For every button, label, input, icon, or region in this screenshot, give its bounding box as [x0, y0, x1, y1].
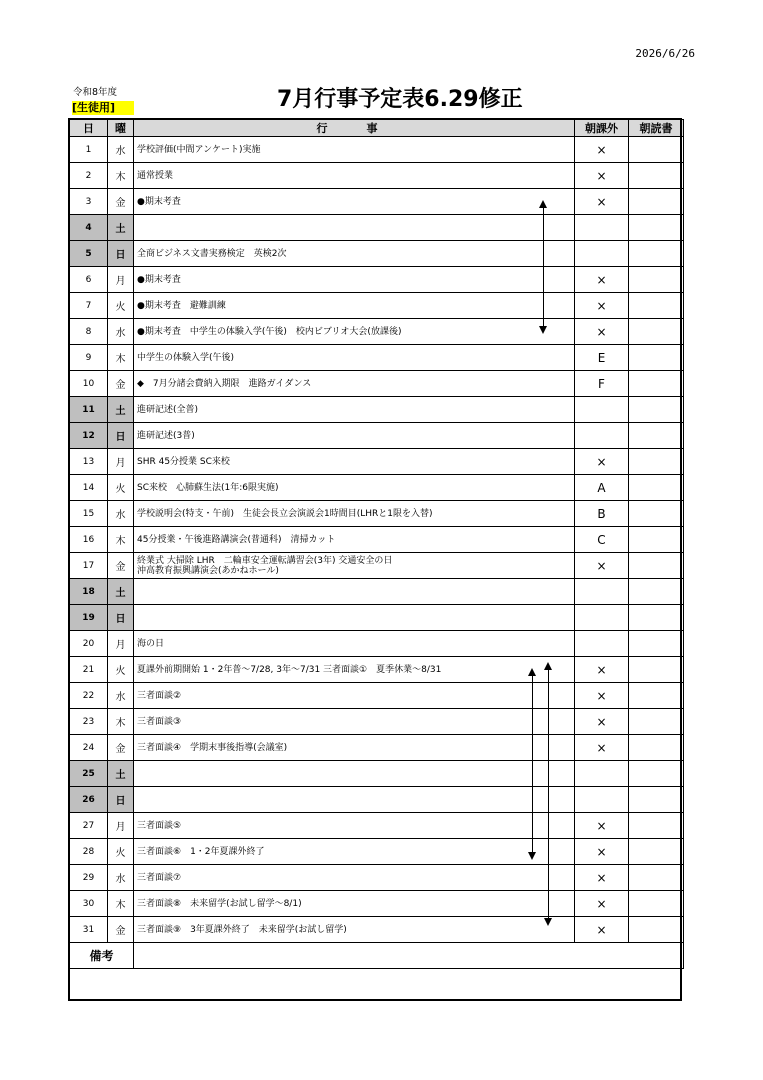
remarks-cell	[134, 943, 684, 969]
table-row	[70, 683, 684, 709]
weekday-cell: 水	[108, 865, 134, 891]
header-event: 行 事	[134, 120, 575, 137]
morning-reading-cell	[629, 319, 684, 345]
weekday-cell: 月	[108, 631, 134, 657]
weekday-cell: 火	[108, 839, 134, 865]
event-cell: 三者面談⑥ 1・2年夏課外終了	[134, 839, 575, 865]
morning-extra-cell: F	[575, 371, 629, 397]
weekday-cell: 木	[108, 527, 134, 553]
header-morning-reading: 朝読書	[629, 120, 684, 137]
morning-extra-cell: ×	[575, 891, 629, 917]
weekday-cell: 日	[108, 423, 134, 449]
table-row	[70, 501, 684, 527]
morning-reading-cell	[629, 631, 684, 657]
weekday-cell: 金	[108, 735, 134, 761]
table-row	[70, 917, 684, 943]
table-row	[70, 579, 684, 605]
schedule-table	[69, 119, 684, 969]
table-row	[70, 423, 684, 449]
morning-extra-cell: B	[575, 501, 629, 527]
table-row	[70, 475, 684, 501]
table-row	[70, 709, 684, 735]
day-cell: 24	[70, 735, 108, 761]
weekday-cell: 金	[108, 189, 134, 215]
table-row	[70, 449, 684, 475]
day-cell: 16	[70, 527, 108, 553]
weekday-cell: 火	[108, 657, 134, 683]
morning-reading-cell	[629, 163, 684, 189]
event-cell: 三者面談②	[134, 683, 575, 709]
weekday-cell: 水	[108, 501, 134, 527]
morning-reading-cell	[629, 761, 684, 787]
weekday-cell: 土	[108, 579, 134, 605]
morning-extra-cell: ×	[575, 657, 629, 683]
day-cell: 6	[70, 267, 108, 293]
weekday-cell: 月	[108, 267, 134, 293]
morning-reading-cell	[629, 267, 684, 293]
table-row	[70, 631, 684, 657]
day-cell: 14	[70, 475, 108, 501]
event-cell	[134, 215, 575, 241]
exam-period-arrow	[543, 206, 544, 328]
event-cell: ●期末考査 中学生の体験入学(午後) 校内ビブリオ大会(放課後)	[134, 319, 575, 345]
day-cell: 1	[70, 137, 108, 163]
morning-reading-cell	[629, 345, 684, 371]
weekday-cell: 月	[108, 813, 134, 839]
event-cell: 通常授業	[134, 163, 575, 189]
weekday-cell: 土	[108, 397, 134, 423]
morning-extra-cell: ×	[575, 319, 629, 345]
header-day: 日	[70, 120, 108, 137]
event-cell: ●期末考査	[134, 267, 575, 293]
morning-extra-cell: ×	[575, 839, 629, 865]
day-cell: 27	[70, 813, 108, 839]
morning-extra-cell: ×	[575, 683, 629, 709]
event-cell: ●期末考査	[134, 189, 575, 215]
day-cell: 5	[70, 241, 108, 267]
morning-extra-cell: A	[575, 475, 629, 501]
event-cell: 進研記述(3普)	[134, 423, 575, 449]
weekday-cell: 水	[108, 319, 134, 345]
event-cell: 三者面談⑤	[134, 813, 575, 839]
morning-extra-cell: ×	[575, 813, 629, 839]
day-cell: 11	[70, 397, 108, 423]
event-cell: 三者面談③	[134, 709, 575, 735]
day-cell: 25	[70, 761, 108, 787]
morning-reading-cell	[629, 917, 684, 943]
morning-reading-cell	[629, 605, 684, 631]
day-cell: 29	[70, 865, 108, 891]
event-cell: SHR 45分授業 SC来校	[134, 449, 575, 475]
morning-extra-cell: E	[575, 345, 629, 371]
morning-extra-cell: ×	[575, 293, 629, 319]
event-cell	[134, 605, 575, 631]
table-row	[70, 527, 684, 553]
morning-reading-cell	[629, 683, 684, 709]
header-morning-extra: 朝課外	[575, 120, 629, 137]
table-row	[70, 293, 684, 319]
event-cell: 全商ビジネス文書実務検定 英検2次	[134, 241, 575, 267]
morning-extra-cell: ×	[575, 865, 629, 891]
day-cell: 10	[70, 371, 108, 397]
table-row	[70, 657, 684, 683]
morning-reading-cell	[629, 839, 684, 865]
morning-reading-cell	[629, 865, 684, 891]
weekday-cell: 火	[108, 293, 134, 319]
day-cell: 3	[70, 189, 108, 215]
table-row	[70, 761, 684, 787]
fiscal-year-label: 令和8年度	[73, 87, 118, 98]
weekday-cell: 木	[108, 345, 134, 371]
morning-reading-cell	[629, 501, 684, 527]
day-cell: 2	[70, 163, 108, 189]
morning-reading-cell	[629, 397, 684, 423]
morning-extra-cell: ×	[575, 163, 629, 189]
day-cell: 8	[70, 319, 108, 345]
header-dow: 曜	[108, 120, 134, 137]
morning-extra-cell: ×	[575, 709, 629, 735]
header-row	[70, 120, 684, 137]
event-cell: 45分授業・午後進路講演会(普通科) 清掃カット	[134, 527, 575, 553]
morning-reading-cell	[629, 189, 684, 215]
morning-extra-cell	[575, 605, 629, 631]
arrow-down-icon	[544, 918, 552, 926]
page-title: 7月行事予定表6.29修正	[277, 87, 523, 112]
morning-reading-cell	[629, 735, 684, 761]
weekday-cell: 金	[108, 553, 134, 579]
summer-class-12-arrow	[532, 674, 533, 854]
table-row	[70, 735, 684, 761]
morning-reading-cell	[629, 423, 684, 449]
event-cell: ◆ 7月分諸会費納入期限 進路ガイダンス	[134, 371, 575, 397]
event-cell: 学校評価(中間アンケート)実施	[134, 137, 575, 163]
weekday-cell: 水	[108, 137, 134, 163]
audience-label: [生徒用]	[72, 101, 134, 115]
table-row	[70, 319, 684, 345]
remarks-label: 備考	[70, 943, 134, 969]
arrow-up-icon	[544, 662, 552, 670]
table-row	[70, 267, 684, 293]
table-row	[70, 787, 684, 813]
day-cell: 21	[70, 657, 108, 683]
day-cell: 22	[70, 683, 108, 709]
day-cell: 7	[70, 293, 108, 319]
event-cell: 学校説明会(特支・午前) 生徒会長立会演説会1時間目(LHRと1限を入替)	[134, 501, 575, 527]
summer-class-3-arrow	[548, 668, 549, 920]
event-cell	[134, 761, 575, 787]
arrow-up-icon	[539, 200, 547, 208]
remarks-row	[70, 943, 684, 969]
weekday-cell: 月	[108, 449, 134, 475]
morning-extra-cell	[575, 215, 629, 241]
table-row	[70, 137, 684, 163]
weekday-cell: 火	[108, 475, 134, 501]
arrow-down-icon	[528, 852, 536, 860]
weekday-cell: 木	[108, 709, 134, 735]
event-cell: SC来校 心肺蘇生法(1年:6限実施)	[134, 475, 575, 501]
arrow-down-icon	[539, 326, 547, 334]
morning-reading-cell	[629, 215, 684, 241]
morning-reading-cell	[629, 449, 684, 475]
table-row	[70, 163, 684, 189]
day-cell: 13	[70, 449, 108, 475]
morning-extra-cell: ×	[575, 449, 629, 475]
table-row	[70, 865, 684, 891]
weekday-cell: 木	[108, 163, 134, 189]
morning-reading-cell	[629, 293, 684, 319]
event-line: 終業式 大掃除 LHR 二輪車安全運転講習会(3年) 交通安全の日	[137, 555, 393, 566]
morning-extra-cell: ×	[575, 267, 629, 293]
morning-reading-cell	[629, 813, 684, 839]
morning-extra-cell: ×	[575, 137, 629, 163]
day-cell: 17	[70, 553, 108, 579]
event-cell	[134, 787, 575, 813]
event-cell	[134, 579, 575, 605]
event-cell: ●期末考査 避難訓練	[134, 293, 575, 319]
morning-reading-cell	[629, 553, 684, 579]
morning-extra-cell	[575, 761, 629, 787]
morning-reading-cell	[629, 709, 684, 735]
morning-reading-cell	[629, 475, 684, 501]
morning-extra-cell	[575, 631, 629, 657]
morning-extra-cell: ×	[575, 917, 629, 943]
weekday-cell: 金	[108, 917, 134, 943]
morning-extra-cell	[575, 787, 629, 813]
day-cell: 23	[70, 709, 108, 735]
morning-extra-cell: C	[575, 527, 629, 553]
table-row	[70, 839, 684, 865]
morning-reading-cell	[629, 657, 684, 683]
morning-extra-cell	[575, 423, 629, 449]
event-cell: 夏課外前期開始 1・2年普～7/28, 3年～7/31 三者面談① 夏季休業～8/31	[134, 657, 575, 683]
table-row	[70, 553, 684, 579]
table-row	[70, 605, 684, 631]
event-cell: 三者面談⑦	[134, 865, 575, 891]
event-cell: 三者面談⑧ 未来留学(お試し留学～8/1)	[134, 891, 575, 917]
table-row	[70, 371, 684, 397]
day-cell: 26	[70, 787, 108, 813]
morning-reading-cell	[629, 371, 684, 397]
table-row	[70, 345, 684, 371]
table-row	[70, 215, 684, 241]
morning-extra-cell: ×	[575, 735, 629, 761]
weekday-cell: 木	[108, 891, 134, 917]
morning-reading-cell	[629, 579, 684, 605]
day-cell: 19	[70, 605, 108, 631]
morning-extra-cell	[575, 579, 629, 605]
table-row	[70, 189, 684, 215]
morning-extra-cell	[575, 241, 629, 267]
day-cell: 18	[70, 579, 108, 605]
day-cell: 28	[70, 839, 108, 865]
table-row	[70, 397, 684, 423]
event-cell: 三者面談⑨ 3年夏課外終了 未来留学(お試し留学)	[134, 917, 575, 943]
day-cell: 30	[70, 891, 108, 917]
weekday-cell: 水	[108, 683, 134, 709]
event-cell: 三者面談④ 学期末事後指導(会議室)	[134, 735, 575, 761]
morning-extra-cell: ×	[575, 553, 629, 579]
day-cell: 20	[70, 631, 108, 657]
event-cell	[134, 553, 575, 579]
morning-extra-cell	[575, 397, 629, 423]
day-cell: 12	[70, 423, 108, 449]
event-line: 沖高教育振興講演会(あかねホール)	[137, 565, 279, 576]
event-cell: 中学生の体験入学(午後)	[134, 345, 575, 371]
weekday-cell: 土	[108, 761, 134, 787]
day-cell: 9	[70, 345, 108, 371]
event-cell: 海の日	[134, 631, 575, 657]
morning-reading-cell	[629, 241, 684, 267]
morning-extra-cell: ×	[575, 189, 629, 215]
morning-reading-cell	[629, 527, 684, 553]
weekday-cell: 金	[108, 371, 134, 397]
morning-reading-cell	[629, 891, 684, 917]
weekday-cell: 日	[108, 241, 134, 267]
table-row	[70, 813, 684, 839]
event-cell: 進研記述(全普)	[134, 397, 575, 423]
table-row	[70, 891, 684, 917]
table-row	[70, 241, 684, 267]
weekday-cell: 日	[108, 787, 134, 813]
arrow-up-icon	[528, 668, 536, 676]
weekday-cell: 土	[108, 215, 134, 241]
weekday-cell: 日	[108, 605, 134, 631]
print-date: 2026/6/26	[635, 47, 695, 60]
day-cell: 31	[70, 917, 108, 943]
day-cell: 15	[70, 501, 108, 527]
morning-reading-cell	[629, 137, 684, 163]
day-cell: 4	[70, 215, 108, 241]
morning-reading-cell	[629, 787, 684, 813]
